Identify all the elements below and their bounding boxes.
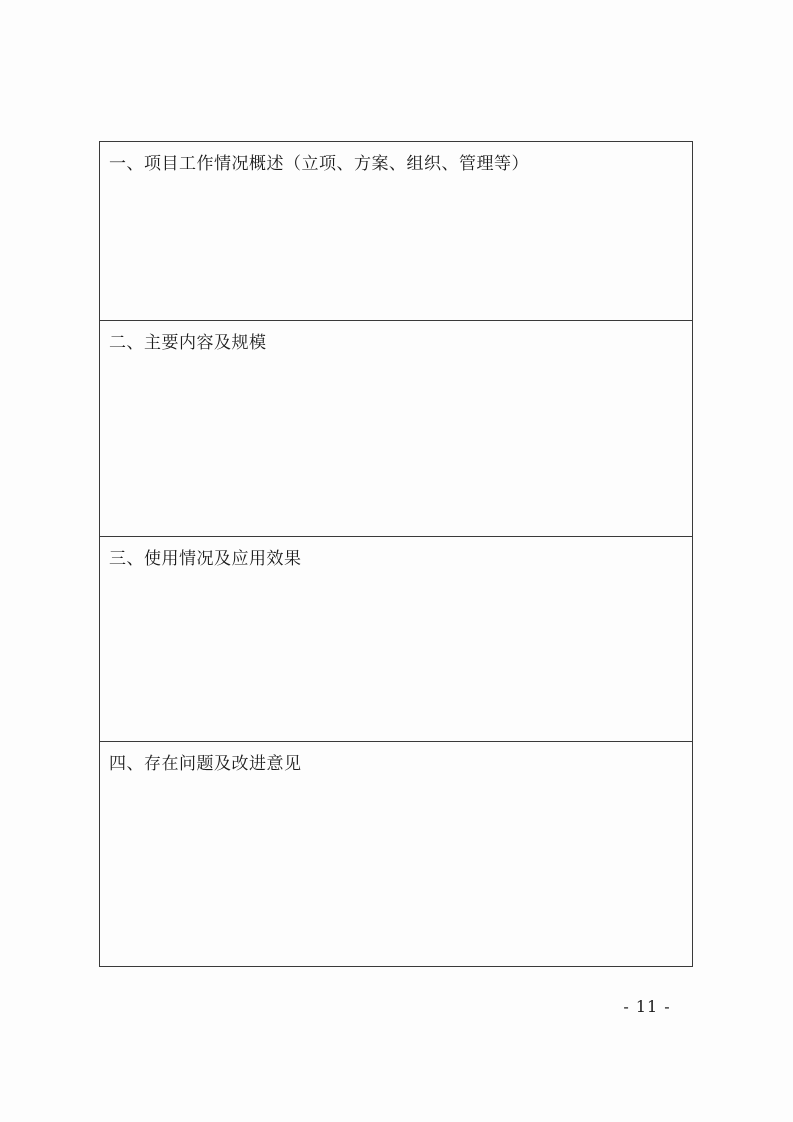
section-body-usage-effect[interactable] xyxy=(100,577,692,741)
section-project-overview xyxy=(100,142,692,321)
form-table xyxy=(99,141,693,967)
section-body-project-overview[interactable] xyxy=(100,182,692,320)
section-title-issues-improvements: 四、存在问题及改进意见 xyxy=(109,754,302,774)
section-issues-improvements xyxy=(100,742,692,966)
page-number: - 11 - xyxy=(623,997,671,1016)
section-main-content xyxy=(100,321,692,537)
section-usage-effect xyxy=(100,537,692,742)
section-body-issues-improvements[interactable] xyxy=(100,782,692,966)
section-title-usage-effect: 三、使用情况及应用效果 xyxy=(109,549,302,569)
section-body-main-content[interactable] xyxy=(100,361,692,536)
section-title-project-overview: 一、项目工作情况概述（立项、方案、组织、管理等） xyxy=(109,154,529,174)
section-title-main-content: 二、主要内容及规模 xyxy=(109,333,267,353)
